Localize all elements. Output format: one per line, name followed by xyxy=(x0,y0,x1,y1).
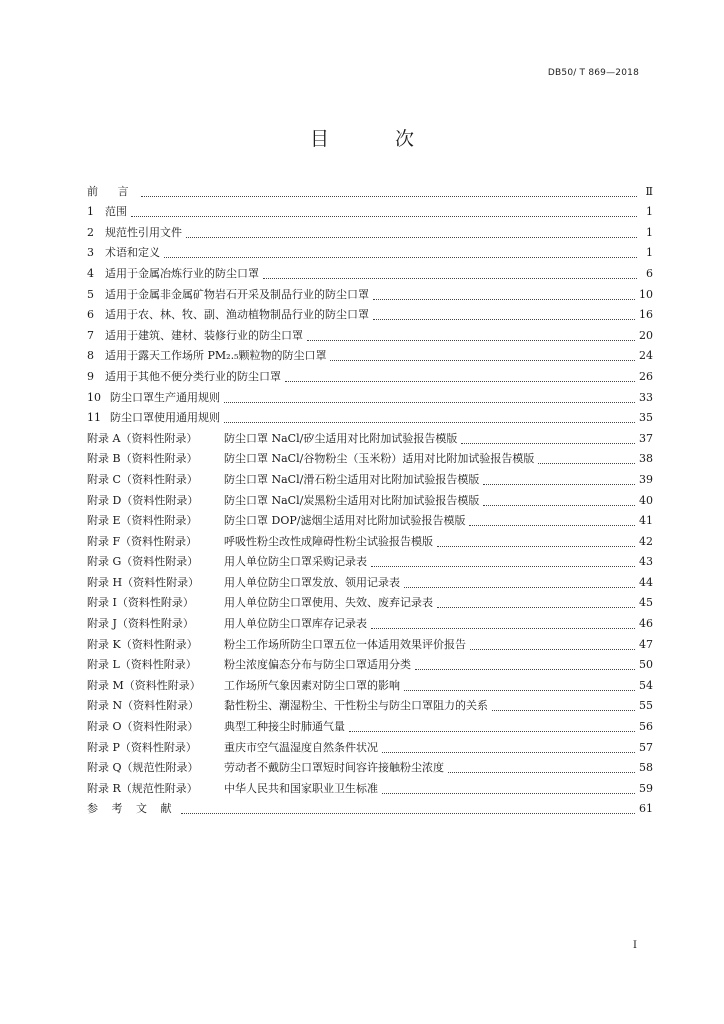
toc-dot-leader xyxy=(164,256,637,258)
toc-dot-leader xyxy=(186,236,637,238)
page-number: I xyxy=(633,940,637,951)
toc-entry-title: 适用于建筑、建材、装修行业的防尘口罩 xyxy=(105,328,303,342)
toc-entry[interactable] xyxy=(87,363,653,384)
toc-appendix-label: 附录 J（资料性附录） xyxy=(87,617,194,631)
toc-appendix-label: 附录 M（资料性附录） xyxy=(87,678,201,692)
toc-dot-leader xyxy=(448,771,635,773)
toc-dot-leader xyxy=(181,812,636,814)
toc-page-number: Ⅱ xyxy=(645,184,653,198)
page-title: 目 次 xyxy=(309,128,445,150)
toc-entry-title: 劳动者不戴防尘口罩短时间容许接触粉尘浓度 xyxy=(224,761,444,775)
toc-entry-number: 6 xyxy=(87,308,94,322)
toc-page-number: 1 xyxy=(646,225,653,239)
toc-dot-leader xyxy=(285,380,635,382)
toc-entry-title: 粉尘浓度偏态分布与防尘口罩适用分类 xyxy=(224,658,411,672)
toc-page-number: 41 xyxy=(639,514,653,528)
toc-entry[interactable] xyxy=(87,446,653,467)
toc-entry-title: 用人单位防尘口罩发放、领用记录表 xyxy=(224,575,400,589)
toc-appendix-label: 附录 K（资料性附录） xyxy=(87,637,198,651)
toc-entry[interactable] xyxy=(87,713,653,734)
toc-appendix-label: 附录 I（资料性附录） xyxy=(87,596,194,610)
toc-entry-title: 防尘口罩 NaCl/谷物粉尘（玉米粉）适用对比附加试验报告模版 xyxy=(224,452,535,466)
toc-page-number: 16 xyxy=(639,308,653,322)
toc-dot-leader xyxy=(404,586,635,588)
toc-page-number: 55 xyxy=(639,699,653,713)
toc-entry-number: 1 xyxy=(87,205,94,219)
toc-entry[interactable] xyxy=(87,755,653,776)
toc-entry[interactable] xyxy=(87,240,653,261)
toc-appendix-label: 附录 H（资料性附录） xyxy=(87,575,200,589)
toc-page-number: 47 xyxy=(639,637,653,651)
standard-code: DB50/ T 869—2018 xyxy=(547,68,639,78)
toc-page-number: 20 xyxy=(639,328,653,342)
toc-dot-leader xyxy=(307,339,635,341)
toc-entry-title: 黏性粉尘、潮湿粉尘、干性粉尘与防尘口罩阻力的关系 xyxy=(224,699,488,713)
toc-entry-title: 术语和定义 xyxy=(105,246,160,260)
toc-entry[interactable] xyxy=(87,508,653,529)
toc-page-number: 35 xyxy=(639,411,653,425)
toc-page-number: 44 xyxy=(639,575,653,589)
toc-entry-number: 3 xyxy=(87,246,94,260)
toc-appendix-label: 附录 A（资料性附录） xyxy=(87,431,198,445)
toc-entry[interactable] xyxy=(87,672,653,693)
toc-dot-leader xyxy=(349,730,635,732)
toc-entry-number: 5 xyxy=(87,287,94,301)
toc-entry-title: 适用于金属非金属矿物岩石开采及制品行业的防尘口罩 xyxy=(105,287,369,301)
toc-dot-leader xyxy=(437,606,635,608)
toc-page-number: 54 xyxy=(639,678,653,692)
toc-entry-title: 适用于露天工作场所 PM₂.₅颗粒物的防尘口罩 xyxy=(105,349,327,363)
toc-appendix-label: 附录 P（资料性附录） xyxy=(87,740,197,754)
toc-page-number: 33 xyxy=(639,390,653,404)
toc-entry-title: 参 考 文 献 xyxy=(87,802,177,816)
toc-dot-leader xyxy=(437,545,635,547)
toc-entry-title: 规范性引用文件 xyxy=(105,225,182,239)
toc-entry[interactable] xyxy=(87,260,653,281)
toc-entry-number: 9 xyxy=(87,369,94,383)
toc-page-number: 37 xyxy=(639,431,653,445)
toc-dot-leader xyxy=(483,504,635,506)
toc-page-number: 46 xyxy=(639,617,653,631)
toc-entry-number: 7 xyxy=(87,328,94,342)
toc-appendix-label: 附录 O（资料性附录） xyxy=(87,720,199,734)
toc-page-number: 1 xyxy=(646,246,653,260)
toc-page-number: 10 xyxy=(639,287,653,301)
toc-page-number: 43 xyxy=(639,555,653,569)
toc-appendix-label: 附录 E（资料性附录） xyxy=(87,514,198,528)
toc-entry-title: 重庆市空气温湿度自然条件状况 xyxy=(224,740,378,754)
toc-appendix-label: 附录 G（资料性附录） xyxy=(87,555,199,569)
toc-entry-number: 11 xyxy=(87,411,101,425)
toc-entry[interactable] xyxy=(87,405,653,426)
toc-entry[interactable] xyxy=(87,384,653,405)
toc-page-number: 24 xyxy=(639,349,653,363)
toc-entry-title: 适用于农、林、牧、副、渔动植物制品行业的防尘口罩 xyxy=(105,308,369,322)
toc-dot-leader xyxy=(415,668,635,670)
toc-page-number: 59 xyxy=(639,781,653,795)
toc-entry[interactable] xyxy=(87,322,653,343)
toc-entry-title: 防尘口罩 NaCl/滑石粉尘适用对比附加试验报告模版 xyxy=(224,472,480,486)
toc-page-number: 57 xyxy=(639,740,653,754)
toc-entry-number: 4 xyxy=(87,266,94,280)
toc-page-number: 42 xyxy=(639,534,653,548)
toc-entry[interactable] xyxy=(87,343,653,364)
toc-page-number: 58 xyxy=(639,761,653,775)
toc-page-number: 6 xyxy=(646,266,653,280)
toc-entry-title: 防尘口罩 DOP/滤烟尘适用对比附加试验报告模版 xyxy=(224,514,466,528)
toc-entry[interactable] xyxy=(87,549,653,570)
toc-dot-leader xyxy=(404,689,635,691)
toc-entry-title: 前 言 xyxy=(87,184,137,198)
toc-entry-title: 防尘口罩 NaCl/矽尘适用对比附加试验报告模版 xyxy=(224,431,458,445)
toc-entry[interactable] xyxy=(87,281,653,302)
toc-dot-leader xyxy=(373,298,635,300)
toc-page-number: 50 xyxy=(639,658,653,672)
toc-entry[interactable] xyxy=(87,796,653,817)
toc-entry[interactable] xyxy=(87,219,653,240)
toc-appendix-label: 附录 C（资料性附录） xyxy=(87,472,198,486)
toc-appendix-label: 附录 L（资料性附录） xyxy=(87,658,197,672)
toc-dot-leader xyxy=(371,627,635,629)
table-of-contents xyxy=(87,178,653,816)
toc-dot-leader xyxy=(492,709,635,711)
toc-entry-title: 范围 xyxy=(105,205,127,219)
toc-dot-leader xyxy=(330,359,635,361)
toc-entry[interactable] xyxy=(87,775,653,796)
toc-entry-number: 10 xyxy=(87,390,101,404)
toc-entry-title: 用人单位防尘口罩库存记录表 xyxy=(224,617,367,631)
toc-entry[interactable] xyxy=(87,199,653,220)
toc-dot-leader xyxy=(469,524,635,526)
toc-dot-leader xyxy=(382,751,635,753)
toc-entry[interactable] xyxy=(87,569,653,590)
toc-entry[interactable] xyxy=(87,652,653,673)
toc-dot-leader xyxy=(382,792,635,794)
toc-entry-title: 工作场所气象因素对防尘口罩的影响 xyxy=(224,678,400,692)
toc-dot-leader xyxy=(538,462,635,464)
toc-entry[interactable] xyxy=(87,466,653,487)
toc-dot-leader xyxy=(263,277,637,279)
toc-entry-title: 防尘口罩 NaCl/炭黑粉尘适用对比附加试验报告模版 xyxy=(224,493,480,507)
toc-entry-number: 8 xyxy=(87,349,94,363)
toc-appendix-label: 附录 Q（规范性附录） xyxy=(87,761,199,775)
toc-entry-title: 防尘口罩使用通用规则 xyxy=(110,411,220,425)
toc-appendix-label: 附录 N（资料性附录） xyxy=(87,699,200,713)
toc-page-number: 1 xyxy=(646,205,653,219)
toc-dot-leader xyxy=(141,195,638,197)
toc-dot-leader xyxy=(371,565,635,567)
toc-entry[interactable] xyxy=(87,528,653,549)
toc-entry[interactable] xyxy=(87,693,653,714)
toc-entry[interactable] xyxy=(87,631,653,652)
toc-page-number: 38 xyxy=(639,452,653,466)
toc-dot-leader xyxy=(373,318,635,320)
toc-entry[interactable] xyxy=(87,302,653,323)
toc-entry[interactable] xyxy=(87,425,653,446)
toc-entry-title: 中华人民共和国家职业卫生标准 xyxy=(224,781,378,795)
toc-entry-title: 呼吸性粉尘改性成障碍性粉尘试验报告模版 xyxy=(224,534,433,548)
toc-dot-leader xyxy=(131,215,637,217)
toc-entry-title: 用人单位防尘口罩使用、失效、废弃记录表 xyxy=(224,596,433,610)
toc-page-number: 61 xyxy=(639,802,653,816)
toc-page-number: 56 xyxy=(639,720,653,734)
toc-appendix-label: 附录 B（资料性附录） xyxy=(87,452,198,466)
toc-page-number: 26 xyxy=(639,369,653,383)
toc-page-number: 39 xyxy=(639,472,653,486)
toc-entry[interactable] xyxy=(87,734,653,755)
toc-appendix-label: 附录 F（资料性附录） xyxy=(87,534,198,548)
toc-entry-title: 粉尘工作场所防尘口罩五位一体适用效果评价报告 xyxy=(224,637,466,651)
toc-entry[interactable] xyxy=(87,178,653,199)
toc-entry[interactable] xyxy=(87,610,653,631)
toc-dot-leader xyxy=(224,421,635,423)
toc-dot-leader xyxy=(483,483,635,485)
toc-page-number: 45 xyxy=(639,596,653,610)
toc-entry-title: 防尘口罩生产通用规则 xyxy=(110,390,220,404)
toc-entry-title: 适用于其他不便分类行业的防尘口罩 xyxy=(105,369,281,383)
toc-entry[interactable] xyxy=(87,487,653,508)
toc-entry-title: 适用于金属冶炼行业的防尘口罩 xyxy=(105,266,259,280)
toc-entry-title: 典型工种接尘时肺通气量 xyxy=(224,720,345,734)
toc-appendix-label: 附录 D（资料性附录） xyxy=(87,493,199,507)
toc-dot-leader xyxy=(470,648,635,650)
toc-entry-number: 2 xyxy=(87,225,94,239)
toc-entry[interactable] xyxy=(87,590,653,611)
toc-appendix-label: 附录 R（规范性附录） xyxy=(87,781,198,795)
toc-page-number: 40 xyxy=(639,493,653,507)
toc-entry-title: 用人单位防尘口罩采购记录表 xyxy=(224,555,367,569)
toc-dot-leader xyxy=(224,401,635,403)
toc-dot-leader xyxy=(461,442,635,444)
